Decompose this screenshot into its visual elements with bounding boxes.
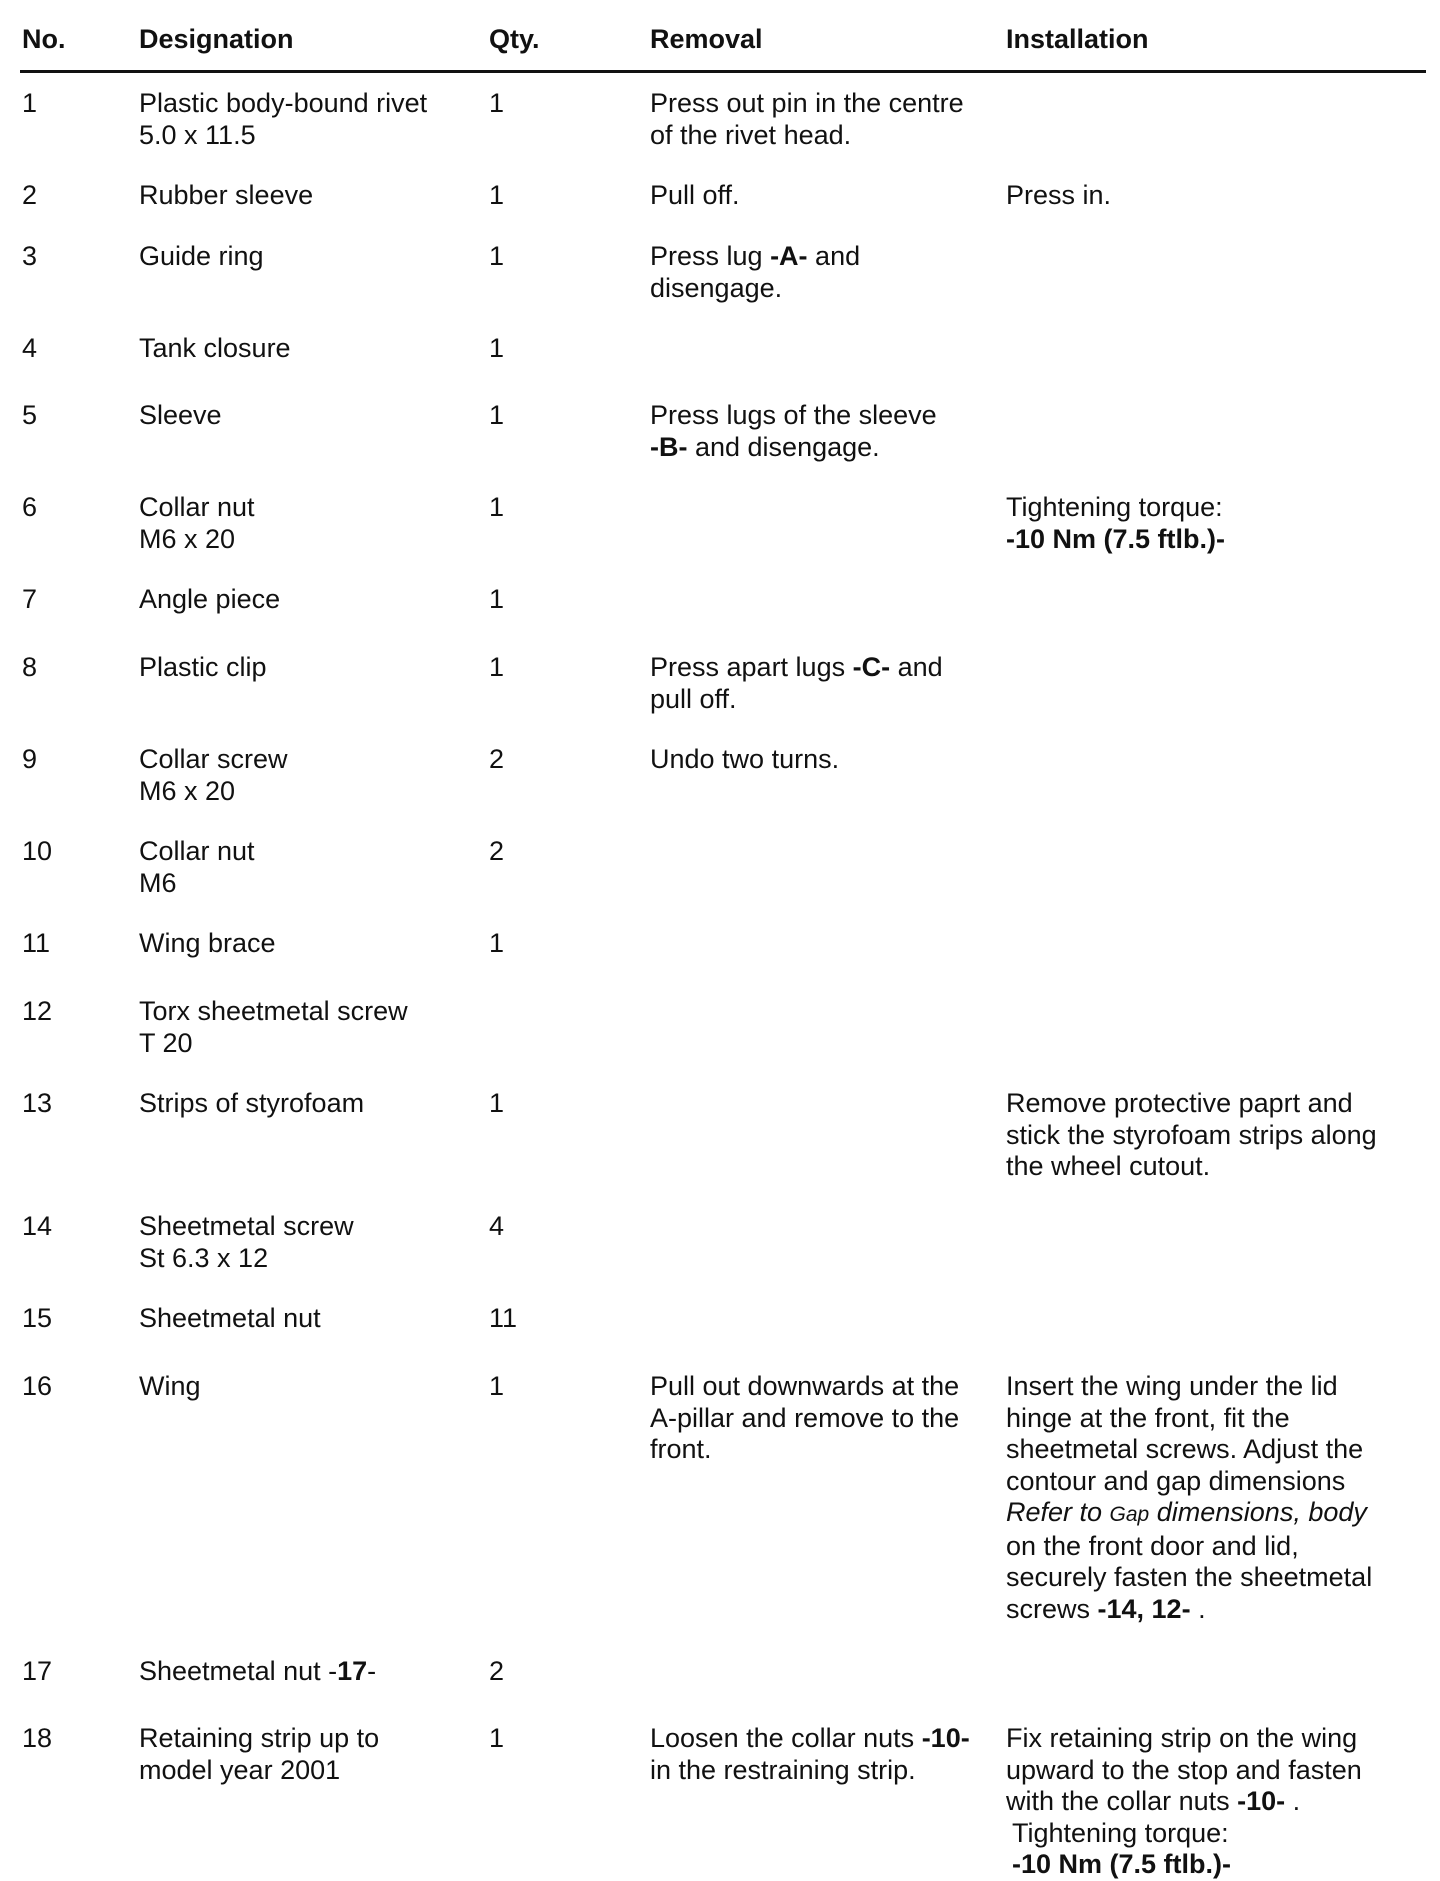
row-designation: Sheetmetal screw St 6.3 x 12	[139, 1211, 354, 1273]
row-designation: Rubber sleeve	[139, 180, 314, 210]
row-qty: 1	[489, 1088, 505, 1118]
row-installation: Tightening torque: -10 Nm (7.5 ftlb.)-	[1006, 492, 1226, 554]
row-designation: Sheetmetal nut	[139, 1303, 321, 1333]
row-no: 3	[22, 241, 38, 271]
row-no: 11	[22, 928, 51, 958]
header-qty: Qty.	[489, 24, 540, 54]
row-designation: Strips of styrofoam	[139, 1088, 365, 1118]
row-no: 4	[22, 333, 38, 363]
row-qty: 1	[489, 333, 505, 363]
row-designation: Retaining strip up to model year 2001	[139, 1723, 380, 1785]
row-removal: Undo two turns.	[650, 744, 840, 774]
row-no: 2	[22, 180, 38, 210]
row-installation: Press in.	[1006, 180, 1112, 210]
row-removal: Press lugs of the sleeve -B- and disengage.	[650, 400, 937, 462]
row-installation: Fix retaining strip on the wing upward to the stop and fasten with the collar nuts -10- . Tightening torque: -10 Nm (7.5 ftlb.)-	[1006, 1723, 1362, 1879]
callout-label: 17	[337, 1656, 368, 1686]
table-header	[20, 22, 1426, 73]
row-no: 16	[22, 1371, 53, 1401]
row-qty: 11	[489, 1303, 518, 1333]
row-removal: Press lug -A- and disengage.	[650, 241, 861, 303]
callout-label: -14, 12-	[1097, 1593, 1191, 1624]
row-qty: 1	[489, 1723, 505, 1753]
row-removal: Press out pin in the centre of the rivet head.	[650, 88, 964, 150]
callout-label: -10-	[1237, 1786, 1286, 1816]
header-installation: Installation	[1006, 24, 1149, 54]
row-no: 12	[22, 996, 53, 1026]
row-no: 7	[22, 584, 38, 614]
row-no: 5	[22, 400, 38, 430]
torque-value: -10 Nm (7.5 ftlb.)-	[1006, 523, 1226, 554]
row-designation: Plastic body-bound rivet 5.0 x 11.5	[139, 88, 428, 150]
row-no: 17	[22, 1656, 53, 1686]
header-removal: Removal	[650, 24, 763, 54]
row-qty: 2	[489, 836, 505, 866]
row-designation: Collar nut M6	[139, 836, 255, 898]
row-qty: 4	[489, 1211, 505, 1241]
row-qty: 1	[489, 652, 505, 682]
row-installation: Remove protective paprt and stick the styrofoam strips along the wheel cutout.	[1006, 1088, 1377, 1181]
row-qty: 1	[489, 1371, 505, 1401]
row-qty: 2	[489, 1656, 505, 1686]
row-no: 8	[22, 652, 38, 682]
row-qty: 2	[489, 744, 505, 774]
row-qty: 1	[489, 400, 505, 430]
row-designation: Torx sheetmetal screw T 20	[139, 996, 408, 1058]
callout-label: -10-	[921, 1723, 970, 1753]
row-qty: 1	[489, 180, 505, 210]
row-no: 9	[22, 744, 38, 774]
header-designation: Designation	[139, 24, 294, 54]
row-no: 15	[22, 1303, 53, 1333]
row-no: 10	[22, 836, 53, 866]
row-qty: 1	[489, 928, 505, 958]
row-no: 1	[22, 88, 38, 118]
row-removal: Pull out downwards at the A-pillar and remove to the front.	[650, 1371, 960, 1464]
row-no: 13	[22, 1088, 53, 1118]
callout-label: -A-	[770, 241, 808, 271]
row-removal: Loosen the collar nuts -10- in the restraining strip.	[650, 1723, 970, 1785]
row-removal: Pull off.	[650, 180, 740, 210]
row-no: 18	[22, 1723, 53, 1753]
callout-label: -B-	[650, 431, 688, 462]
row-no: 14	[22, 1211, 53, 1241]
row-qty: 1	[489, 492, 505, 522]
row-designation: Tank closure	[139, 333, 291, 363]
row-qty: 1	[489, 241, 505, 271]
cross-reference-link[interactable]: Refer to Gap dimensions, body	[1006, 1497, 1367, 1527]
row-designation: Sleeve	[139, 400, 222, 430]
row-designation: Plastic clip	[139, 652, 267, 682]
row-installation: Insert the wing under the lid hinge at the front, fit the sheetmetal screws. Adjust the contour and gap dimensions Refer to Gap dimensions, body on the front door and lid, securely fasten the sheetmetal screws -14, 12- .	[1006, 1371, 1373, 1624]
row-qty: 1	[489, 88, 505, 118]
row-qty: 1	[489, 584, 505, 614]
row-designation: Collar screw M6 x 20	[139, 744, 288, 806]
row-removal: Press apart lugs -C- and pull off.	[650, 652, 943, 714]
row-designation: Wing brace	[139, 928, 276, 958]
row-designation: Wing	[139, 1371, 201, 1401]
torque-value: -10 Nm (7.5 ftlb.)-	[1012, 1849, 1232, 1879]
row-designation: Sheetmetal nut -17-	[139, 1656, 377, 1686]
row-designation: Guide ring	[139, 241, 264, 271]
row-designation: Angle piece	[139, 584, 281, 614]
header-no: No.	[22, 24, 66, 54]
row-designation: Collar nut M6 x 20	[139, 492, 255, 554]
callout-label: -C-	[852, 652, 891, 682]
row-no: 6	[22, 492, 38, 522]
